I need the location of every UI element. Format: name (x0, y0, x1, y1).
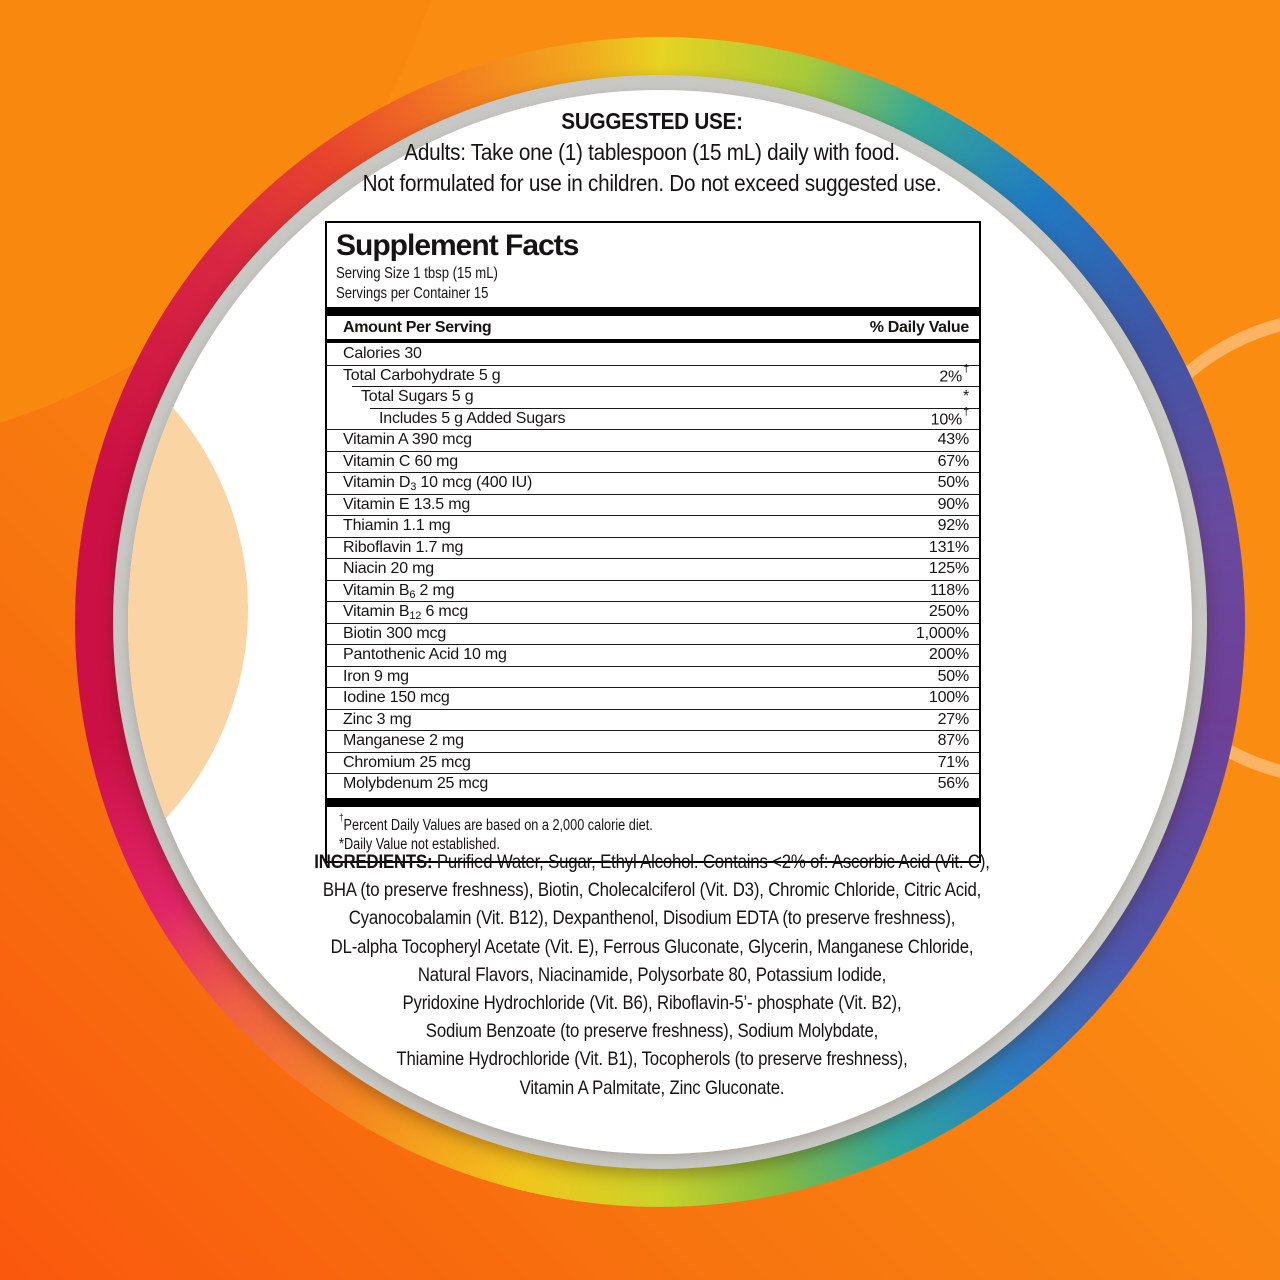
table-row (327, 644, 979, 666)
table-row (327, 558, 979, 580)
table-row (327, 494, 979, 516)
table-row (327, 773, 979, 795)
table-row (327, 537, 979, 559)
nutrient-name: Vitamin E 13.5 mg (343, 495, 471, 513)
ingredients-line: INGREDIENTS: Purified Water, Sugar, Ethyl Alcohol. Contains <2% of: Ascorbic Acid (Vit. C), (314, 851, 990, 873)
nutrient-name: Total Carbohydrate 5 g (343, 366, 501, 384)
nutrient-name: Thiamin 1.1 mg (343, 517, 451, 535)
ingredients-section (91, 848, 1212, 1102)
daily-value: 10%† (930, 405, 969, 428)
table-row (327, 580, 979, 602)
table-row (327, 687, 979, 709)
nutrient-name: Niacin 20 mg (343, 560, 434, 578)
servings-per-container: Servings per Container 15 (336, 285, 489, 302)
nutrient-table (327, 343, 979, 795)
nutrient-name: Calories 30 (343, 344, 422, 362)
daily-value: 92% (937, 517, 969, 535)
table-row (327, 472, 979, 494)
table-row (370, 405, 979, 430)
nutrient-name: Pantothenic Acid 10 mg (343, 646, 507, 664)
nutrient-name: Iron 9 mg (343, 667, 409, 685)
peach-accent-circle (128, 301, 248, 917)
daily-value: 87% (937, 732, 969, 750)
daily-value: 2%† (939, 362, 969, 385)
table-row (327, 343, 979, 365)
daily-value: 50% (937, 667, 969, 685)
serving-size: Serving Size 1 tbsp (15 mL) (336, 265, 498, 282)
ingredients-line: Thiamine Hydrochloride (Vit. B1), Tocopherols (to preserve freshness), (396, 1048, 908, 1071)
ingredients-label: INGREDIENTS: (314, 851, 437, 873)
daily-value: 50% (937, 474, 969, 492)
table-row (327, 362, 979, 387)
daily-value: 71% (937, 753, 969, 771)
ingredients-line: Pyridoxine Hydrochloride (Vit. B6), Riboflavin-5’- phosphate (Vit. B2), (402, 992, 902, 1015)
suggested-use-section (65, 105, 1239, 199)
table-row (327, 601, 979, 623)
nutrient-name: Vitamin $D_3$ 10 mcg (400 IU) (343, 474, 533, 494)
daily-value: 118% (930, 581, 969, 599)
daily-value: 100% (928, 689, 969, 707)
footnote-line: *Daily Value not established. (339, 835, 500, 853)
nutrient-name: Vitamin C 60 mg (343, 452, 458, 470)
footnote-line: †Percent Daily Values are based on a 2,000 calorie diet. (339, 812, 653, 834)
table-header-row (327, 316, 979, 339)
table-row (327, 429, 979, 451)
nutrient-name: Riboflavin 1.7 mg (343, 538, 464, 556)
nutrient-name: Manganese 2 mg (343, 732, 464, 750)
daily-value: * (962, 388, 969, 406)
daily-value: 43% (937, 431, 969, 449)
daily-value: 27% (937, 710, 969, 728)
thick-divider (327, 307, 979, 316)
table-row (327, 515, 979, 537)
supplement-facts-panel (325, 221, 981, 863)
table-row (352, 386, 979, 408)
table-row (327, 623, 979, 645)
table-row (327, 666, 979, 688)
nutrient-name: Includes 5 g Added Sugars (379, 409, 566, 427)
table-row (327, 709, 979, 731)
thick-divider-bottom (327, 798, 979, 807)
column-amount-per-serving: Amount Per Serving (343, 318, 492, 336)
ingredients-line: DL-alpha Tocopheryl Acetate (Vit. E), Ferrous Gluconate, Glycerin, Manganese Chloride, (330, 935, 974, 958)
nutrient-name: Total Sugars 5 g (361, 388, 474, 406)
nutrient-name: Iodine 150 mcg (343, 689, 450, 707)
ingredients-line: Natural Flavors, Niacinamide, Polysorbate 80, Potassium Iodide, (417, 963, 887, 986)
daily-value: 200% (928, 646, 969, 664)
daily-value: 250% (928, 603, 969, 621)
ingredients-line: BHA (to preserve freshness), Biotin, Cholecalciferol (Vit. D3), Chromic Chloride, Citric Acid, (322, 879, 982, 902)
daily-value: 67% (937, 452, 969, 470)
ingredients-line: Cyanocobalamin (Vit. B12), Dexpanthenol, Disodium EDTA (to preserve freshness), (348, 907, 956, 930)
daily-value: 125% (928, 560, 969, 578)
ingredients-line: Sodium Benzoate (to preserve freshness), Sodium Molybdate, (425, 1020, 879, 1043)
suggested-use-line-1: Adults: Take one (1) tablespoon (15 mL) daily with food. (404, 139, 900, 165)
nutrient-name: Chromium 25 mcg (343, 753, 471, 771)
ingredients-line: Vitamin A Palmitate, Zinc Gluconate. (519, 1076, 785, 1099)
nutrient-name: Biotin 300 mcg (343, 624, 447, 642)
daily-value: 56% (937, 775, 969, 793)
supplement-facts-title: Supplement Facts (336, 229, 579, 262)
suggested-use-title: SUGGESTED USE: (561, 108, 743, 134)
nutrient-name: Zinc 3 mg (343, 710, 412, 728)
table-row (327, 730, 979, 752)
table-row (327, 752, 979, 774)
column-daily-value: % Daily Value (869, 318, 969, 336)
nutrient-name: Molybdenum 25 mcg (343, 775, 489, 793)
suggested-use-line-2: Not formulated for use in children. Do not exceed suggested use. (362, 170, 942, 196)
nutrient-name: Vitamin $B_{12}$ 6 mcg (343, 603, 469, 623)
daily-value: 90% (937, 495, 969, 513)
table-row (327, 451, 979, 473)
nutrient-name: Vitamin $B_6$ 2 mg (343, 581, 455, 601)
daily-value: 131% (928, 538, 969, 556)
daily-value: 1,000% (915, 624, 969, 642)
nutrient-name: Vitamin A 390 mcg (343, 431, 472, 449)
